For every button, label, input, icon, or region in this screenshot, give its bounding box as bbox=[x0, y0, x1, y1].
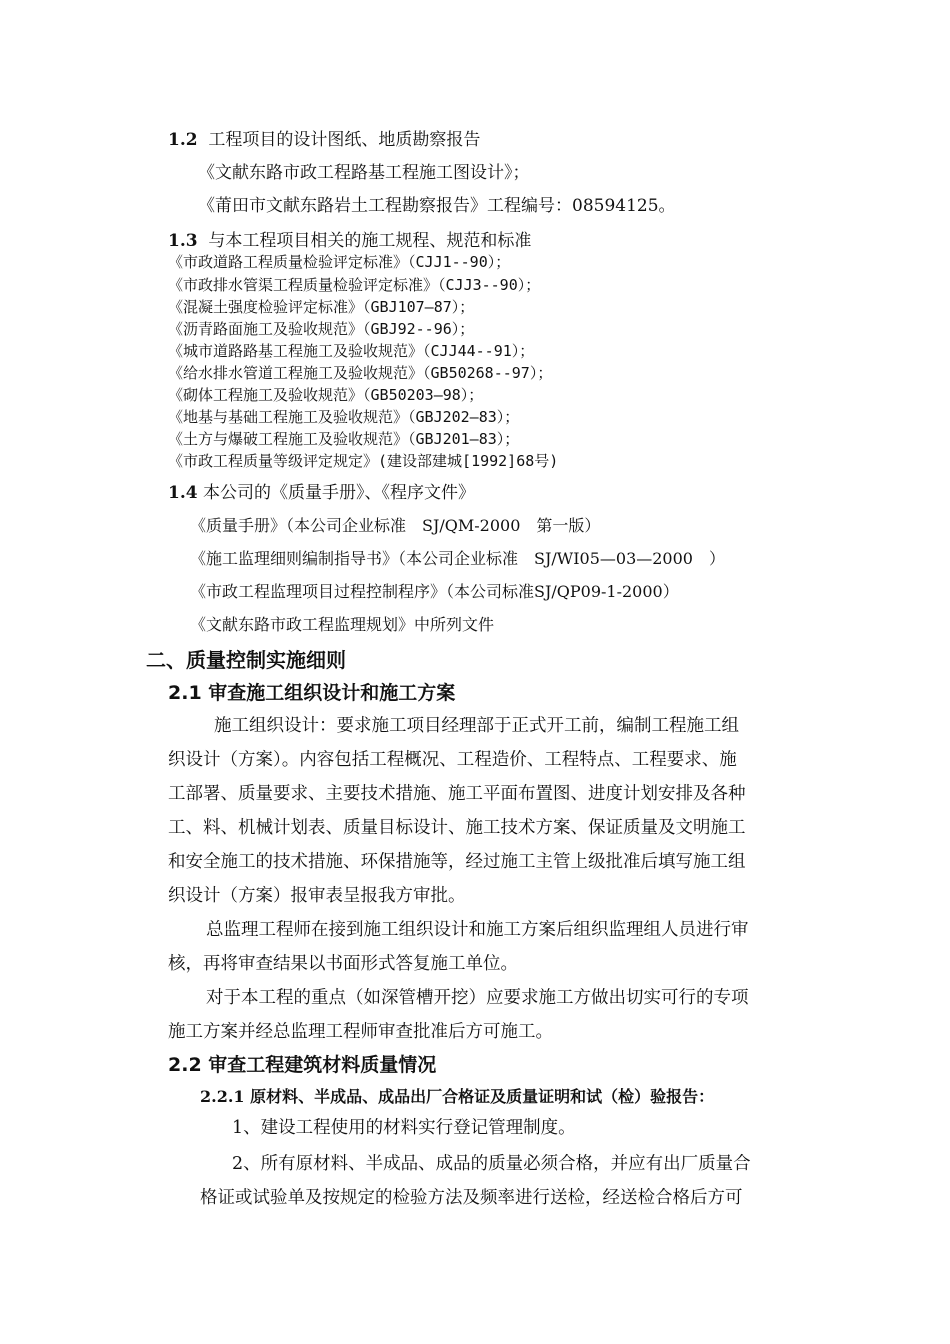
paragraph-line: 工、料、机械计划表、质量目标设计、施工技术方案、保证质量及文明施工 bbox=[168, 818, 746, 838]
chapter-2-heading: 二、质量控制实施细则 bbox=[146, 648, 346, 672]
standard-item: 《给水排水管道工程施工及验收规范》（GB50268--97）； bbox=[168, 364, 553, 382]
section-2-2-heading: 2.2 审查工程建筑材料质量情况 bbox=[168, 1054, 437, 1076]
standard-item: 《土方与爆破工程施工及验收规范》（GBJ201—83）； bbox=[168, 430, 520, 448]
section-title: 与本工程项目相关的施工规程、规范和标准 bbox=[208, 231, 532, 251]
section-1-2-heading bbox=[168, 125, 480, 150]
paragraph-line: 织设计（方案）。内容包括工程概况、工程造价、工程特点、工程要求、施 bbox=[168, 750, 737, 770]
standard-item: 《地基与基础工程施工及验收规范》（GBJ202—83）； bbox=[168, 408, 520, 426]
section-2-1-heading: 2.1 审查施工组织设计和施工方案 bbox=[168, 682, 456, 704]
paragraph-line: 格证或试验单及按规定的检验方法及频率进行送检，经送检合格后方可 bbox=[200, 1188, 743, 1208]
company-doc-item: 《市政工程监理项目过程控制程序》（本公司标准SJ/QP09-1-2000） bbox=[190, 582, 679, 601]
paragraph-line: 施工方案并经总监理工程师审查批准后方可施工。 bbox=[168, 1022, 553, 1042]
standard-item: 《市政道路工程质量检验评定标准》（CJJ1--90）； bbox=[168, 253, 511, 271]
paragraph-line: 核，再将审查结果以书面形式答复施工单位。 bbox=[168, 954, 518, 974]
paragraph-line: 2、所有原材料、半成品、成品的质量必须合格，并应有出厂质量合 bbox=[232, 1154, 751, 1174]
standard-item: 《砌体工程施工及验收规范》（GB50203—98）； bbox=[168, 386, 484, 404]
paragraph-line: 工部署、质量要求、主要技术措施、施工平面布置图、进度计划安排及各种 bbox=[168, 784, 746, 804]
paragraph-line: 织设计（方案）报审表呈报我方审批。 bbox=[168, 886, 466, 906]
company-doc-item: 《施工监理细则编制指导书》（本公司企业标准 SJ/WI05—03—2000 ） bbox=[190, 549, 725, 568]
paragraph-line: 对于本工程的重点（如深管槽开挖）应要求施工方做出切实可行的专项 bbox=[206, 988, 749, 1008]
paragraph-line: 总监理工程师在接到施工组织设计和施工方案后组织监理组人员进行审 bbox=[206, 920, 749, 940]
paragraph-line: 施工组织设计：要求施工项目经理部于正式开工前，编制工程施工组 bbox=[214, 716, 739, 736]
section-title: 本公司的《质量手册》、《程序文件》 bbox=[202, 483, 475, 503]
standard-item: 《市政排水管渠工程质量检验评定标准》（CJJ3--90）； bbox=[168, 276, 541, 294]
standard-item: 《市政工程质量等级评定规定》(建设部建城[1992]68号) bbox=[168, 452, 559, 470]
survey-report-line: 《莆田市文献东路岩土工程勘察报告》工程编号：08594125。 bbox=[198, 196, 676, 216]
section-title: 工程项目的设计图纸、地质勘察报告 bbox=[208, 130, 481, 150]
design-doc-line: 《文献东路市政工程路基工程施工图设计》； bbox=[198, 163, 530, 183]
standard-item: 《混凝土强度检验评定标准》（GBJ107—87）； bbox=[168, 298, 475, 316]
company-doc-item: 《质量手册》（本公司企业标准 SJ/QM-2000 第一版） bbox=[190, 516, 601, 535]
standard-item: 《沥青路面施工及验收规范》（GBJ92--96）； bbox=[168, 320, 475, 338]
paragraph-line: 和安全施工的技术措施、环保措施等，经过施工主管上级批准后填写施工组 bbox=[168, 852, 746, 872]
section-number: 1.3 bbox=[168, 231, 198, 251]
section-number: 1.4 bbox=[168, 483, 198, 503]
section-2-2-1-heading: 2.2.1 原材料、半成品、成品出厂合格证及质量证明和试（检）验报告： bbox=[200, 1087, 715, 1106]
company-doc-item: 《文献东路市政工程监理规划》中所列文件 bbox=[190, 615, 495, 634]
paragraph-line: 1、建设工程使用的材料实行登记管理制度。 bbox=[232, 1118, 576, 1138]
standard-item: 《城市道路路基工程施工及验收规范》（CJJ44--91）； bbox=[168, 342, 535, 360]
section-1-4-heading bbox=[168, 478, 475, 503]
section-number: 1.2 bbox=[168, 130, 198, 150]
section-1-3-heading bbox=[168, 226, 531, 251]
